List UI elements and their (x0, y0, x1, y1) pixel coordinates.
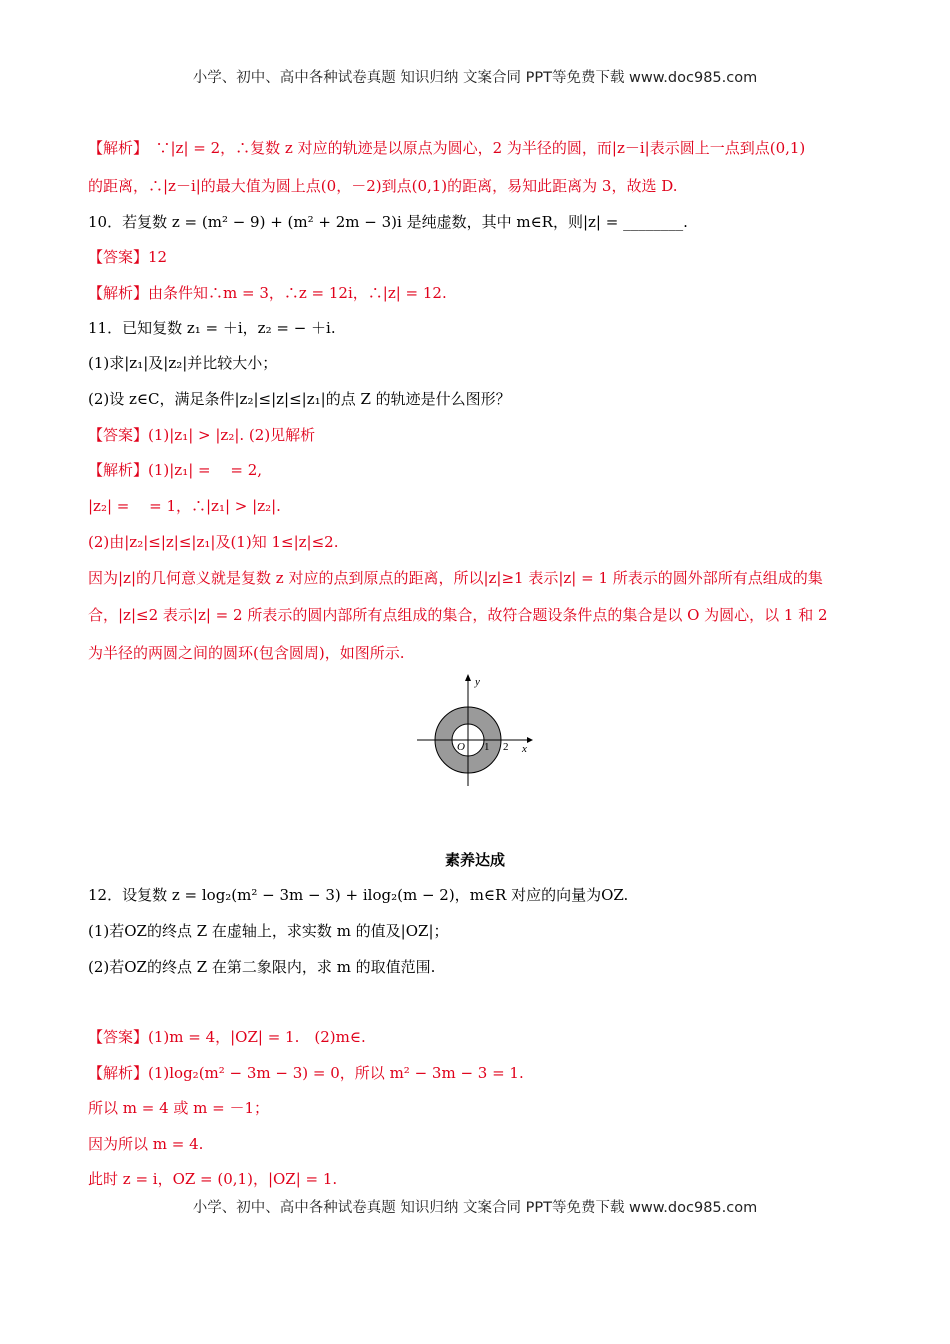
question-11-part1: (1)求|z₁|及|z₂|并比较大小； (88, 354, 278, 372)
question-12-part1: (1)若OZ的终点 Z 在虚轴上，求实数 m 的值及|OZ|； (88, 922, 449, 940)
question-12: 12．设复数 z = log₂(m² − 3m − 3) + ilog₂(m − 2)，m∈R 对应的向量为OZ. (88, 886, 629, 904)
y-axis-label: y (475, 676, 480, 688)
origin-label: O (457, 741, 465, 753)
x-axis-label: x (522, 743, 527, 755)
analysis-11: 为半径的两圆之间的圆环(包含圆周)，如图所示. (88, 644, 405, 662)
analysis-10: 【解析】由条件知∴m = 3，∴z = 12i，∴|z| = 12. (88, 284, 447, 302)
page-footer: 小学、初中、高中各种试卷真题 知识归纳 文案合同 PPT等免费下载 www.doc985.com (192, 1200, 758, 1216)
analysis-line: 【解析】 ∵|z| = 2，∴复数 z 对应的轨迹是以原点为圆心，2 为半径的圆，而|z－i|表示圆上一点到点(0,1) (88, 139, 806, 157)
analysis-11: 合，|z|≤2 表示|z| = 2 所表示的圆内部所有点组成的集合，故符合题设条件点的集合是以 O 为圆心，以 1 和 2 (88, 606, 828, 624)
analysis-line: 的距离，∴|z－i|的最大值为圆上点(0，－2)到点(0,1)的距离，易知此距离为 3，故选 D. (88, 177, 678, 195)
analysis-12: 所以 m = 4 或 m = －1； (88, 1099, 270, 1117)
analysis-11: 因为|z|的几何意义就是复数 z 对应的点到原点的距离，所以|z|≥1 表示|z| = 1 所表示的圆外部所有点组成的集 (88, 569, 823, 587)
analysis-11: (2)由|z₂|≤|z|≤|z₁|及(1)知 1≤|z|≤2. (88, 533, 339, 551)
answer-10: 【答案】12 (88, 248, 168, 266)
question-11: 11．已知复数 z₁ = ＋i，z₂ = − ＋i. (88, 319, 336, 337)
analysis-12: 【解析】(1)log₂(m² − 3m − 3) = 0，所以 m² − 3m − 3 = 1. (88, 1064, 524, 1082)
section-title: 素养达成 (444, 851, 505, 869)
tick-label-1: 1 (484, 741, 490, 753)
question-11-part2: (2)设 z∈C，满足条件|z₂|≤|z|≤|z₁|的点 Z 的轨迹是什么图形？ (88, 390, 511, 408)
tick-label-2: 2 (503, 741, 509, 753)
y-axis-arrow (465, 674, 471, 681)
x-axis-arrow (527, 737, 533, 743)
answer-12: 【答案】(1)m = 4，|OZ| = 1. (2)m∈. (88, 1028, 366, 1046)
page-header: 小学、初中、高中各种试卷真题 知识归纳 文案合同 PPT等免费下载 www.doc985.com (192, 70, 758, 86)
annulus-figure (415, 672, 535, 790)
analysis-11: 【解析】(1)|z₁| = = 2, (88, 461, 263, 479)
answer-11: 【答案】(1)|z₁| > |z₂|. (2)见解析 (88, 426, 316, 444)
analysis-12: 此时 z = i，OZ = (0,1)，|OZ| = 1. (88, 1170, 338, 1188)
analysis-12: 因为所以 m = 4. (88, 1135, 204, 1153)
analysis-11: |z₂| = = 1，∴|z₁| > |z₂|. (88, 497, 281, 515)
question-10: 10．若复数 z = (m² − 9) + (m² + 2m − 3)i 是纯虚数，其中 m∈R，则|z| = ________. (88, 213, 688, 231)
question-12-part2: (2)若OZ的终点 Z 在第二象限内，求 m 的取值范围. (88, 958, 436, 976)
